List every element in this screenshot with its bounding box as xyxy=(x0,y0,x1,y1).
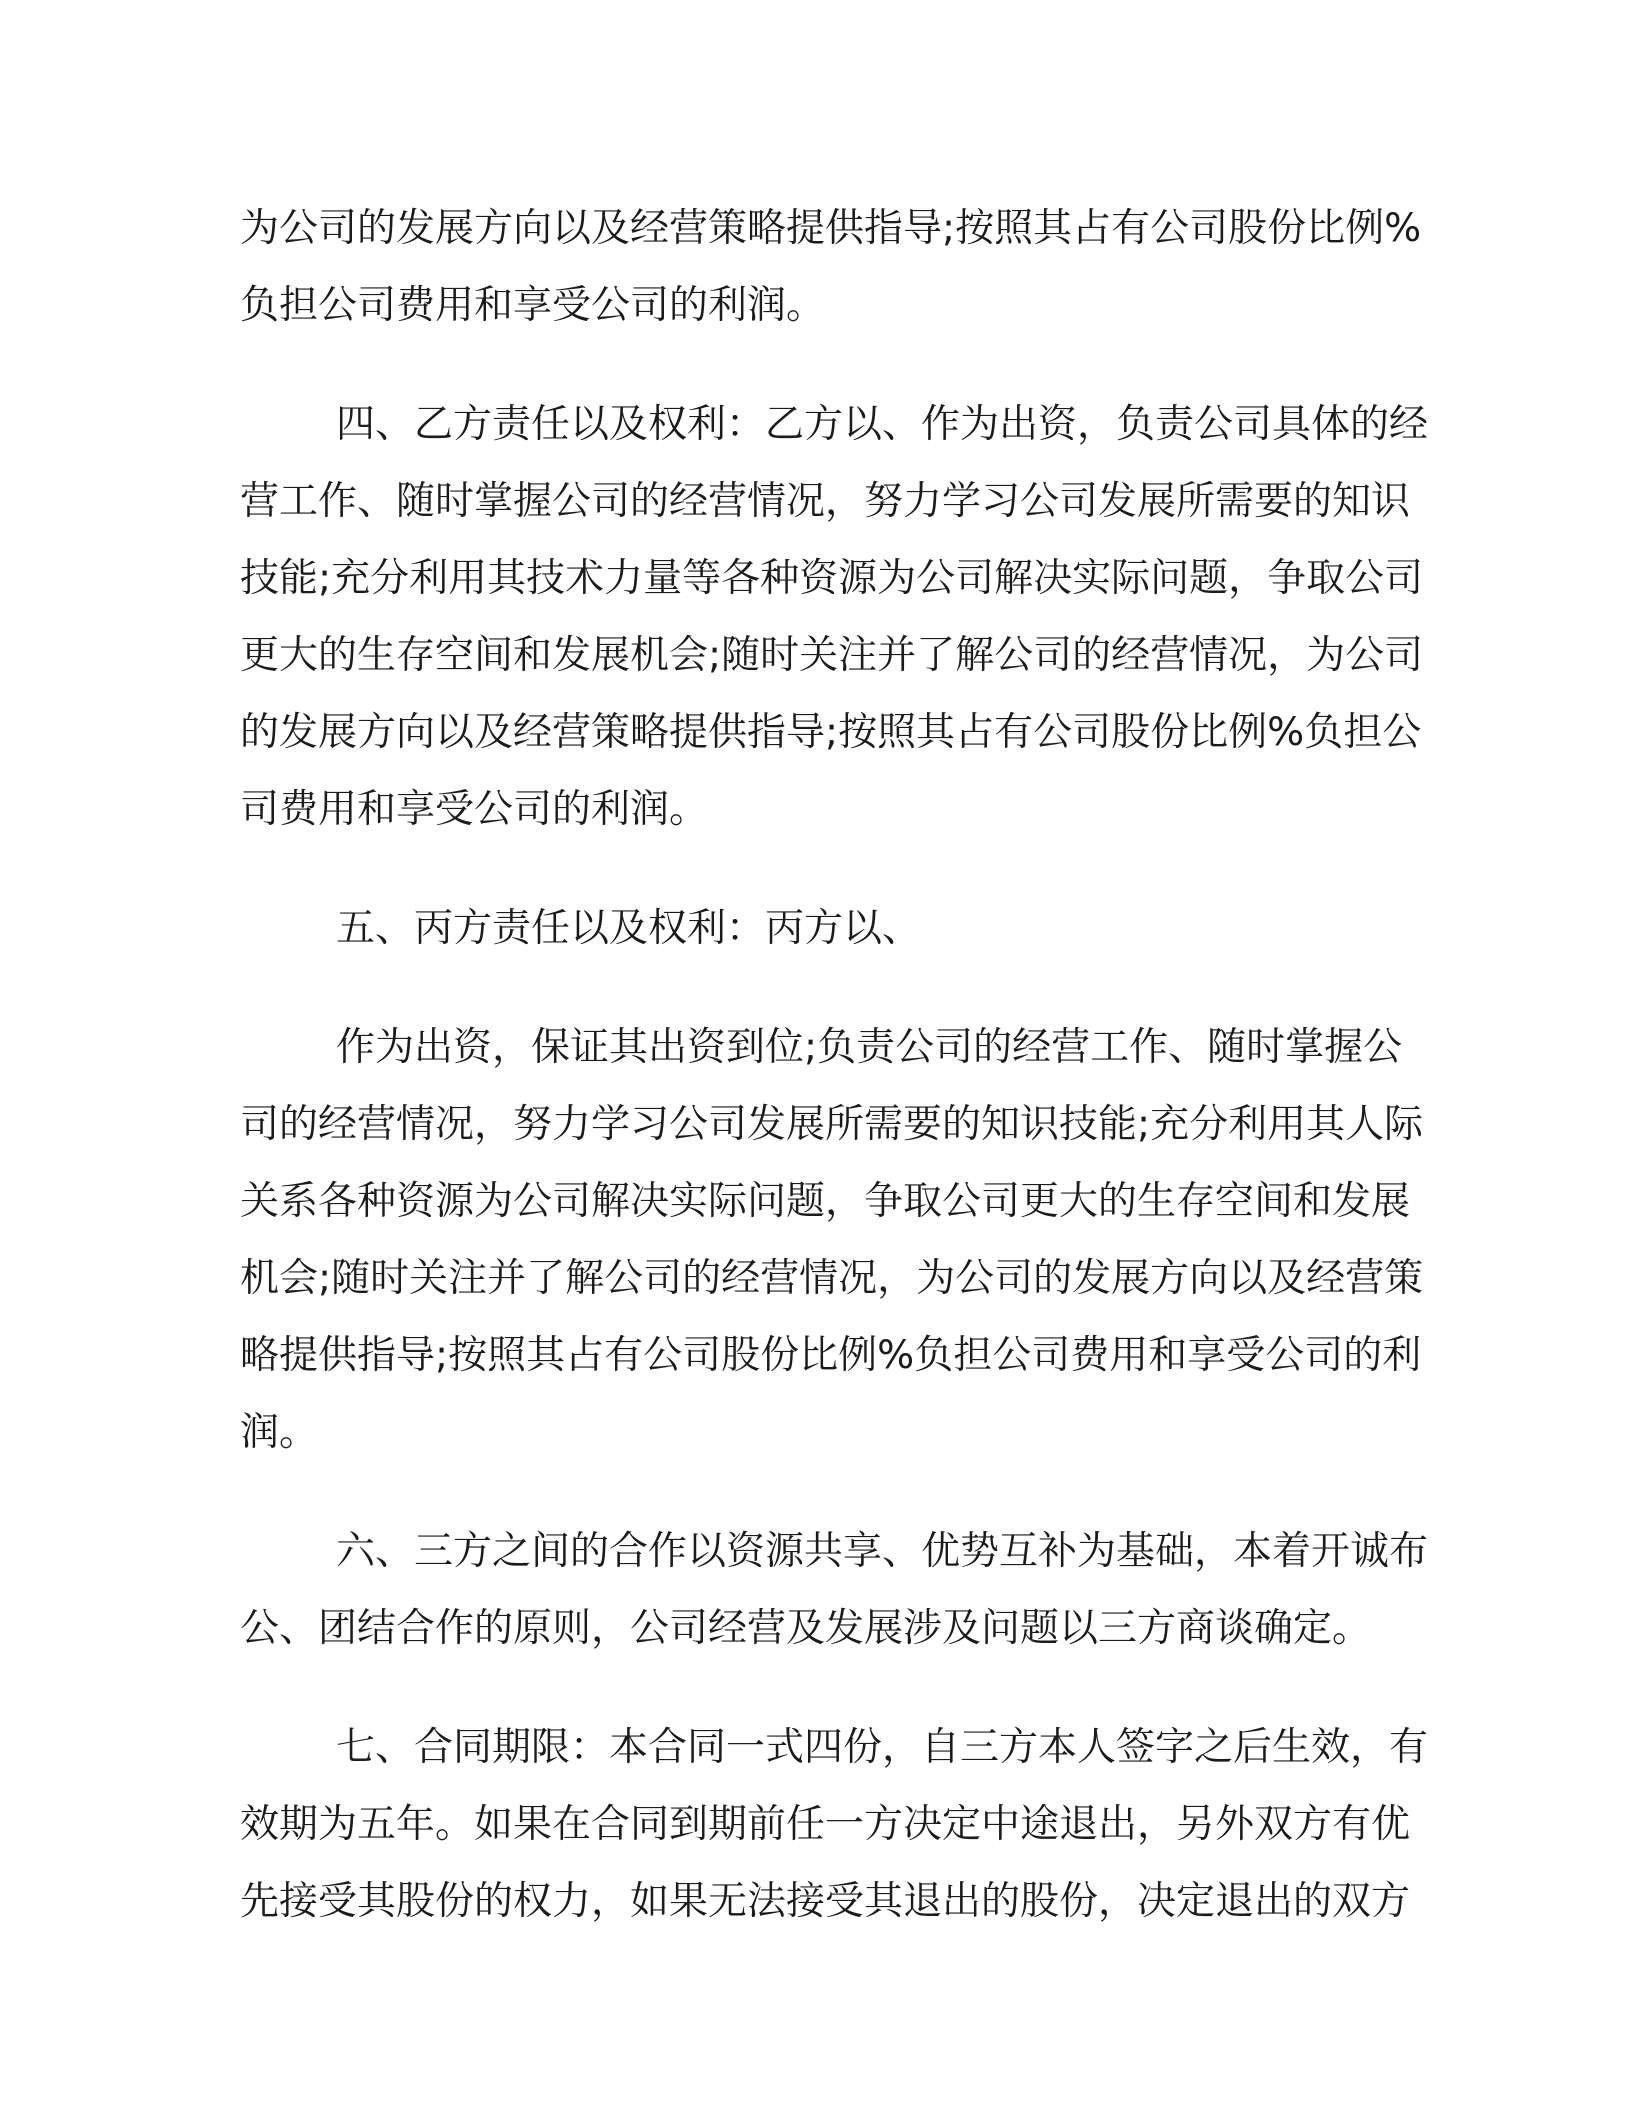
text-line: 关系各种资源为公司解决实际问题，争取公司更大的生存空间和发展 xyxy=(240,1179,1411,1224)
text-line: 四、乙方责任以及权利：乙方以、作为出资，负责公司具体的经 xyxy=(336,402,1429,447)
text-line: 润。 xyxy=(240,1410,319,1455)
text-line: 更大的生存空间和发展机会;随时关注并了解公司的经营情况，为公司 xyxy=(240,633,1424,678)
text-line: 略提供指导;按照其占有公司股份比例%负担公司费用和享受公司的利 xyxy=(240,1333,1422,1378)
text-line: 作为出资，保证其出资到位;负责公司的经营工作、随时掌握公 xyxy=(336,1025,1403,1070)
paragraph-section-4 xyxy=(240,386,1429,848)
text-line: 技能;充分利用其技术力量等各种资源为公司解决实际问题，争取公司 xyxy=(240,556,1424,601)
text-line: 五、丙方责任以及权利：丙方以、 xyxy=(336,906,922,951)
paragraph-section-6 xyxy=(240,1513,1429,1667)
text-line: 负担公司费用和享受公司的利润。 xyxy=(240,283,826,328)
text-line: 司的经营情况，努力学习公司发展所需要的知识技能;充分利用其人际 xyxy=(240,1102,1424,1147)
text-line: 司费用和享受公司的利润。 xyxy=(240,787,709,832)
text-line: 七、合同期限：本合同一式四份，自三方本人签字之后生效，有 xyxy=(336,1725,1429,1770)
text-line: 的发展方向以及经营策略提供指导;按照其占有公司股份比例%负担公 xyxy=(240,710,1422,755)
text-line: 先接受其股份的权力，如果无法接受其退出的股份，决定退出的双方 xyxy=(240,1879,1411,1924)
text-line: 营工作、随时掌握公司的经营情况，努力学习公司发展所需要的知识 xyxy=(240,479,1411,524)
paragraph-section-7 xyxy=(240,1709,1429,1940)
text-line: 公、团结合作的原则，公司经营及发展涉及问题以三方商谈确定。 xyxy=(240,1606,1372,1651)
paragraph-section-5-body xyxy=(240,1009,1424,1471)
document-body xyxy=(240,190,1429,1940)
text-line: 六、三方之间的合作以资源共享、优势互补为基础，本着开诚布 xyxy=(336,1529,1429,1574)
text-line: 为公司的发展方向以及经营策略提供指导;按照其占有公司股份比例% xyxy=(240,206,1422,251)
text-line: 机会;随时关注并了解公司的经营情况，为公司的发展方向以及经营策 xyxy=(240,1256,1424,1301)
paragraph-continuation xyxy=(240,190,1422,344)
text-line: 效期为五年。如果在合同到期前任一方决定中途退出，另外双方有优 xyxy=(240,1802,1411,1847)
paragraph-section-5-heading xyxy=(240,890,1370,967)
